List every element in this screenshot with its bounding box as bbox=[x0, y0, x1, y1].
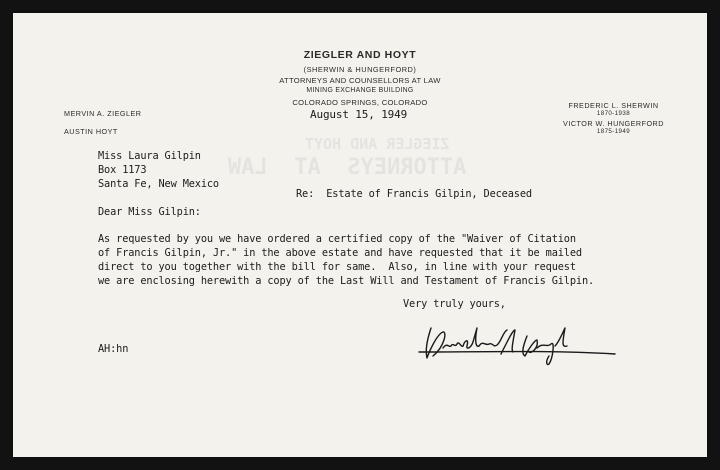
former-partner-years: 1875-1949 bbox=[596, 128, 631, 135]
partner-name: AUSTIN HOYT bbox=[64, 127, 118, 136]
recipient-line: Miss Laura Gilpin bbox=[98, 150, 201, 162]
re-line: Re: Estate of Francis Gilpin, Deceased bbox=[296, 188, 532, 200]
show-through-text: ZIEGLER AND HOYT bbox=[305, 135, 450, 153]
former-partner-name: FREDERIC L. SHERWIN bbox=[568, 101, 659, 110]
body-line: As requested by you we have ordered a certified copy of the "Waiver of Citation bbox=[98, 233, 576, 245]
firm-name: ZIEGLER AND HOYT bbox=[303, 49, 417, 61]
salutation: Dear Miss Gilpin: bbox=[98, 206, 201, 218]
former-partner bbox=[541, 119, 686, 135]
former-partner-years: 1870-1938 bbox=[596, 110, 631, 117]
show-through-text: ATTORNEYS AT LAW bbox=[228, 155, 467, 180]
letter-date: August 15, 1949 bbox=[310, 108, 408, 121]
former-partner bbox=[541, 101, 686, 117]
closing: Very truly yours, bbox=[403, 298, 506, 310]
partner-name: MERVIN A. ZIEGLER bbox=[64, 109, 142, 118]
firm-line-2: MINING EXCHANGE BUILDING bbox=[306, 87, 414, 94]
body-line: of Francis Gilpin, Jr." in the above estate and have requested that it be mailed bbox=[98, 247, 582, 259]
former-partner-name: VICTOR W. HUNGERFORD bbox=[563, 119, 664, 128]
typist-initials: AH:hn bbox=[98, 343, 129, 355]
recipient-line: Box 1173 bbox=[98, 164, 147, 176]
firm-subtitle: (SHERWIN & HUNGERFORD) bbox=[303, 65, 417, 74]
letter-page bbox=[13, 13, 707, 457]
signature bbox=[417, 318, 617, 368]
body-line: we are enclosing herewith a copy of the Last Will and Testament of Francis Gilpin. bbox=[98, 275, 595, 287]
firm-line-1: ATTORNEYS AND COUNSELLORS AT LAW bbox=[279, 76, 441, 85]
body-line: direct to you together with the bill for same. Also, in line with your request bbox=[98, 261, 576, 273]
recipient-line: Santa Fe, New Mexico bbox=[98, 178, 219, 190]
firm-line-3: COLORADO SPRINGS, COLORADO bbox=[292, 98, 428, 107]
